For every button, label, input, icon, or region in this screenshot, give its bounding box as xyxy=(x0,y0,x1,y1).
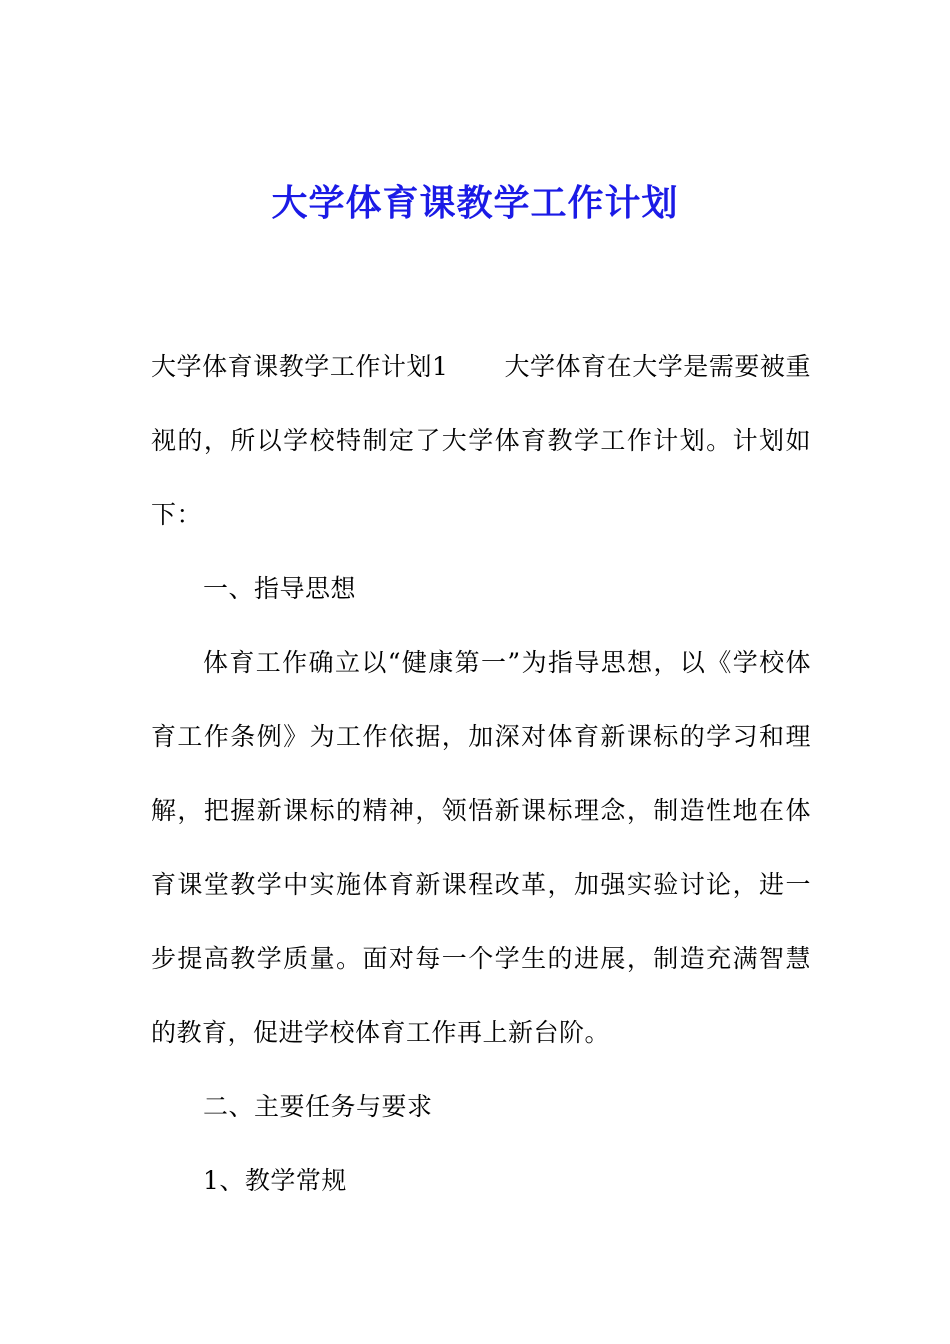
intro-text: 大学体育在大学是需要被重视的，所以学校特制定了大学体育教学工作计划。计划如下： xyxy=(151,352,811,529)
paragraph-guiding-ideology: 体育工作确立以“健康第一”为指导思想，以《学校体育工作条例》为工作依据，加深对体育新课标的学习和理解，把握新课标的精神，领悟新课标理念，制造性地在体育课堂教学中实施体育新课程改革，加强实验讨论，进一步提高教学质量。面对每一个学生的进展，制造充满智慧的教育，促进学校体育工作再上新台阶。 xyxy=(151,648,811,1047)
section-heading-main-tasks: 二、主要任务与要求 xyxy=(203,1092,433,1121)
document-title: 大学体育课教学工作计划 xyxy=(271,183,679,224)
document-body xyxy=(151,330,811,1218)
intro-paragraph xyxy=(151,330,811,552)
section-heading-guiding-ideology: 一、指导思想 xyxy=(203,574,357,603)
intro-heading: 大学体育课教学工作计划1 xyxy=(151,352,449,381)
subsection-heading-teaching-routine: 1、教学常规 xyxy=(203,1166,347,1195)
